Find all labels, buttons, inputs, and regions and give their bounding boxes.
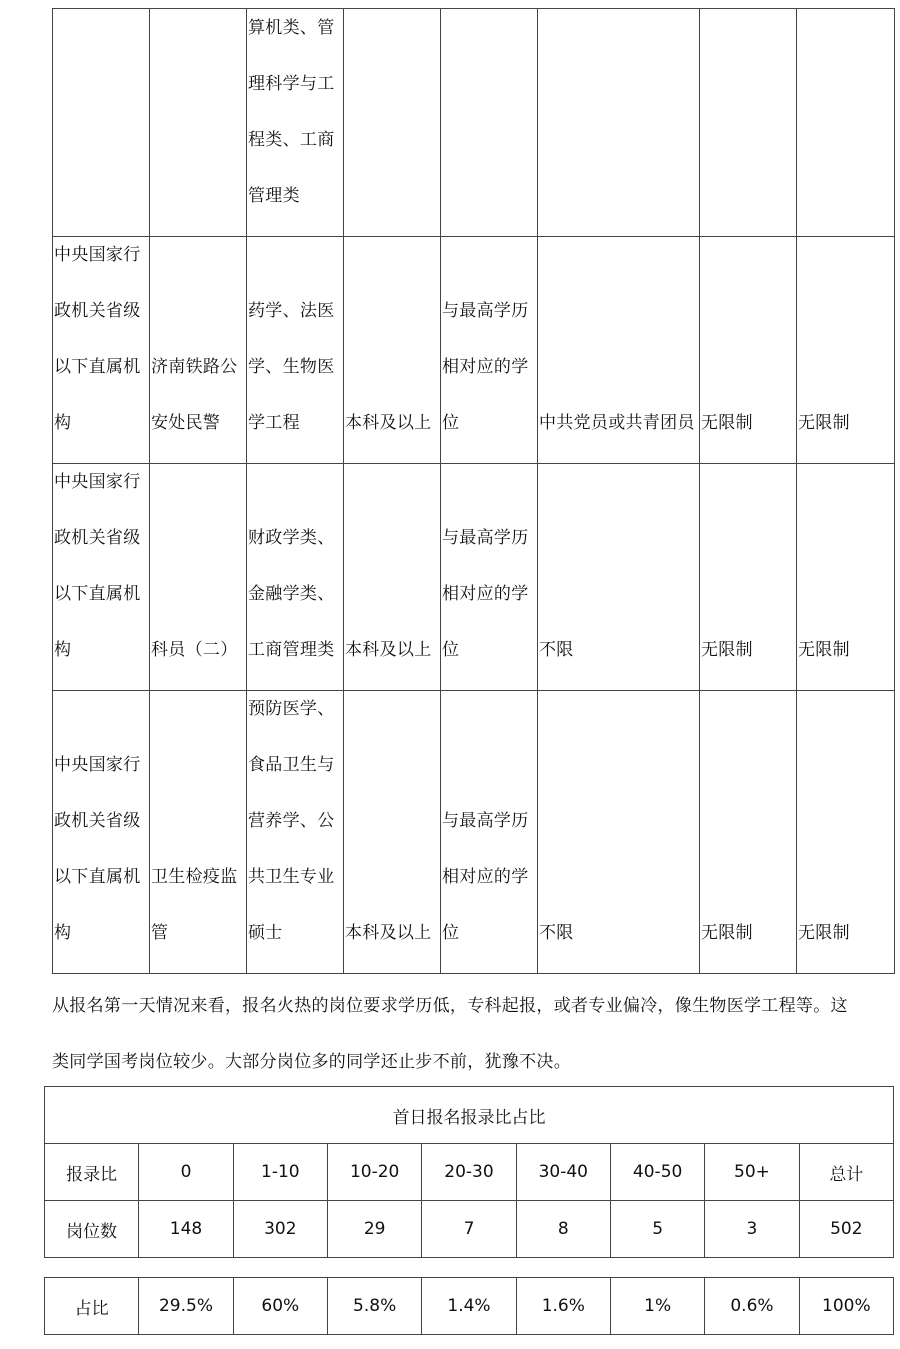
political-status-cell: 不限 <box>538 464 700 691</box>
agency-cell: 中央国家行政机关省级以下直属机构 <box>53 691 150 974</box>
political-status-cell: 不限 <box>538 691 700 974</box>
limit-cell: 无限制 <box>700 691 797 974</box>
limit-cell: 无限制 <box>797 691 895 974</box>
table-row <box>53 691 895 974</box>
position-cell: 科员（二） <box>150 464 247 691</box>
table-cell <box>53 9 150 237</box>
share-cell: 5.8% <box>327 1278 421 1335</box>
count-cell: 29 <box>327 1201 421 1258</box>
job-listing-table <box>52 8 895 974</box>
share-total-cell: 100% <box>799 1278 893 1335</box>
share-cell: 29.5% <box>139 1278 233 1335</box>
degree-cell: 与最高学历相对应的学位 <box>441 464 538 691</box>
degree-cell: 与最高学历相对应的学位 <box>441 691 538 974</box>
ratio-range-cell: 50+ <box>705 1144 799 1201</box>
education-cell: 本科及以上 <box>344 464 441 691</box>
table-cell <box>797 9 895 237</box>
table-row <box>53 237 895 464</box>
share-table <box>44 1277 894 1335</box>
table-title: 首日报名报录比占比 <box>45 1087 894 1144</box>
limit-cell: 无限制 <box>700 464 797 691</box>
share-cell: 1.6% <box>516 1278 610 1335</box>
ratio-range-cell: 1-10 <box>233 1144 327 1201</box>
ratio-range-cell: 20-30 <box>422 1144 516 1201</box>
table-row <box>45 1201 894 1258</box>
share-cell: 1.4% <box>422 1278 516 1335</box>
ratio-range-cell: 10-20 <box>327 1144 421 1201</box>
limit-cell: 无限制 <box>700 237 797 464</box>
table-cell <box>150 9 247 237</box>
total-header-cell: 总计 <box>799 1144 893 1201</box>
education-cell: 本科及以上 <box>344 237 441 464</box>
ratio-range-cell: 0 <box>139 1144 233 1201</box>
commentary-paragraph: 从报名第一天情况来看，报名火热的岗位要求学历低，专科起报，或者专业偏冷，像生物医学工程等。这类同学国考岗位较少。大部分岗位多的同学还止步不前，犹豫不决。 <box>52 996 848 1072</box>
education-cell: 本科及以上 <box>344 691 441 974</box>
limit-cell: 无限制 <box>797 237 895 464</box>
major-cell: 财政学类、金融学类、工商管理类 <box>247 464 344 691</box>
row-label: 岗位数 <box>45 1201 139 1258</box>
major-cell: 药学、法医学、生物医学工程 <box>247 237 344 464</box>
table-header-row <box>45 1144 894 1201</box>
ratio-range-cell: 40-50 <box>610 1144 704 1201</box>
count-cell: 302 <box>233 1201 327 1258</box>
table-row <box>45 1278 894 1335</box>
count-cell: 5 <box>610 1201 704 1258</box>
table-cell <box>538 9 700 237</box>
limit-cell: 无限制 <box>797 464 895 691</box>
table-row <box>53 9 895 237</box>
count-cell: 8 <box>516 1201 610 1258</box>
agency-cell: 中央国家行政机关省级以下直属机构 <box>53 237 150 464</box>
major-cell: 算机类、管理科学与工程类、工商管理类 <box>247 9 344 237</box>
table-cell <box>441 9 538 237</box>
application-ratio-table <box>44 1086 894 1258</box>
agency-cell: 中央国家行政机关省级以下直属机构 <box>53 464 150 691</box>
table-cell <box>700 9 797 237</box>
position-cell: 济南铁路公安处民警 <box>150 237 247 464</box>
table-row <box>53 464 895 691</box>
ratio-range-cell: 30-40 <box>516 1144 610 1201</box>
major-cell: 预防医学、食品卫生与营养学、公共卫生专业硕士 <box>247 691 344 974</box>
count-cell: 7 <box>422 1201 516 1258</box>
table-cell <box>344 9 441 237</box>
political-status-cell: 中共党员或共青团员 <box>538 237 700 464</box>
share-cell: 1% <box>610 1278 704 1335</box>
count-total-cell: 502 <box>799 1201 893 1258</box>
table-title-row <box>45 1087 894 1144</box>
row-label: 报录比 <box>45 1144 139 1201</box>
share-cell: 60% <box>233 1278 327 1335</box>
count-cell: 3 <box>705 1201 799 1258</box>
count-cell: 148 <box>139 1201 233 1258</box>
row-label: 占比 <box>45 1278 139 1335</box>
degree-cell: 与最高学历相对应的学位 <box>441 237 538 464</box>
position-cell: 卫生检疫监管 <box>150 691 247 974</box>
share-cell: 0.6% <box>705 1278 799 1335</box>
